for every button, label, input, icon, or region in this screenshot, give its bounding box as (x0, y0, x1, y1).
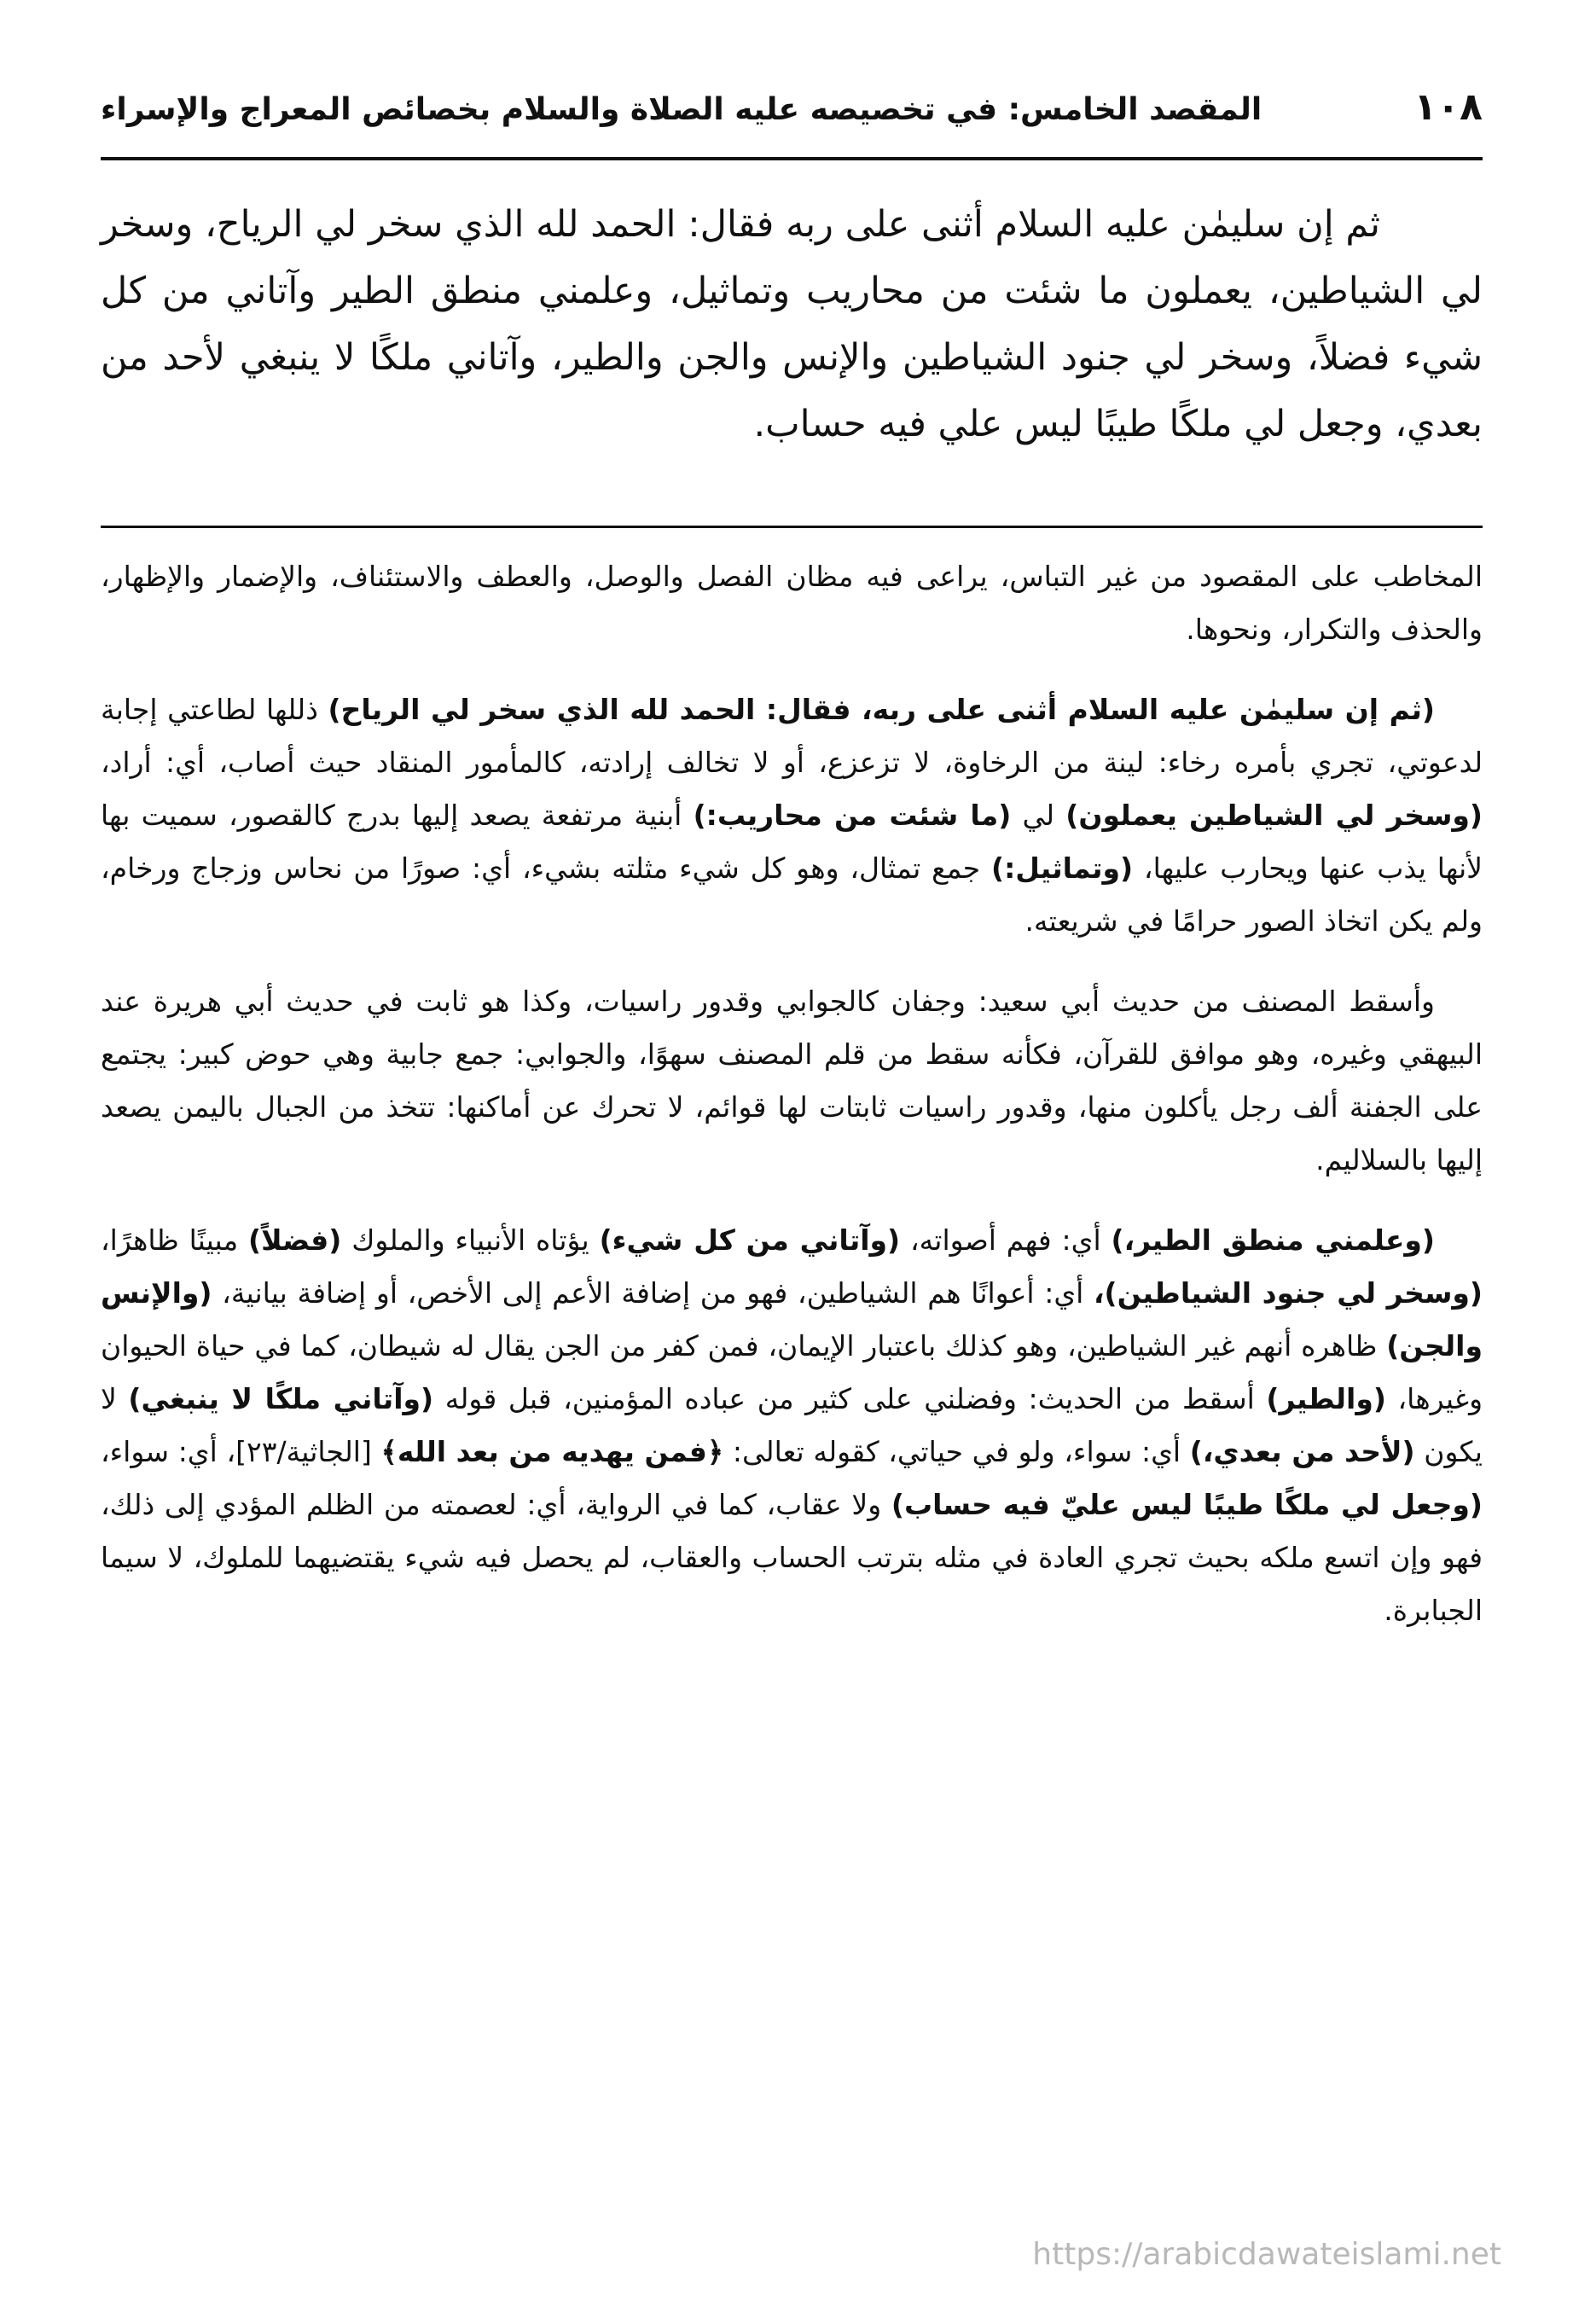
commentary-paragraph-2 (101, 683, 1483, 948)
explanation-text: أي: فهم أصواته، (900, 1223, 1112, 1257)
quoted-text: (فضلاً) (248, 1223, 342, 1257)
quoted-text: (ما شئت من محاريب:) (693, 799, 1012, 832)
explanation-text: مبينًا ظاهرًا، (101, 1223, 249, 1257)
watermark-url: https://arabicdawateislami.net (1032, 2237, 1501, 2272)
quoted-text: (ثم إن سليمٰن عليه السلام أثنى على ربه، فقال: الحمد لله الذي سخر لي الرياح) (328, 693, 1436, 726)
commentary (101, 550, 1483, 1637)
page-header (101, 85, 1483, 160)
explanation-text: ظاهره أنهم غير الشياطين، وهو كذلك باعتبار الإيمان، فمن كفر من الجن يقال له شيطان، كما في حياة الحيوان وغيرها، (101, 1329, 1483, 1415)
explanation-text: جمع تمثال، وهو كل شيء مثلته بشيء، أي: صورًا من نحاس وزجاج ورخام، ولم يكن اتخاذ الصور حرامًا في شريعته. (101, 851, 1483, 938)
quoted-text: (وسخر لي الشياطين يعملون) (1065, 799, 1483, 832)
quran-quote: ﴿فمن يهديه من بعد الله﴾ (380, 1435, 724, 1468)
quoted-text: (وعلمني منطق الطير،) (1111, 1223, 1436, 1257)
quoted-text: (لأحد من بعدي،) (1189, 1435, 1415, 1468)
quoted-text: (وجعل لي ملكًا طيبًا ليس عليّ فيه حساب) (891, 1488, 1483, 1521)
footnote-divider (101, 526, 1483, 528)
quoted-text: (والطير) (1266, 1382, 1386, 1415)
explanation-text: ولا عقاب، كما في الرواية، أي: لعصمته من الظلم المؤدي إلى ذلك، فهو وإن اتسع ملكه بحيث تجري العادة في مثله بترتب الحساب والعقاب، لم يحصل فيه شيء يقتضيهما للملوك، لا سيما الجبابرة. (101, 1488, 1483, 1627)
commentary-paragraph-3: وأسقط المصنف من حديث أبي سعيد: وجفان كالجوابي وقدور راسيات، وكذا هو ثابت في حديث أبي هريرة عند البيهقي وغيره، وهو موافق للقرآن، فكأنه سقط من قلم المصنف سهوًا، والجوابي: جمع جابية وهي حوض كبير: يجتمع على الجفنة ألف رجل يأكلون منها، وقدور راسيات ثابتات لها قوائم، لا تحرك عن أماكنها: تتخذ من الجبال باليمن يصعد إليها بالسلاليم. (101, 985, 1483, 1177)
explanation-text: ذللها لطاعتي إجابة لدعوتي، تجري بأمره رخاء: لينة من الرخاوة، لا تزعزع، أو لا تخالف إرادته، كالمأمور المنقاد حيث أصاب، أي: أراد، (101, 693, 1483, 779)
book-page (101, 85, 1483, 1665)
page-number: ١٠٨ (1413, 85, 1483, 129)
running-title: المقصد الخامس: في تخصيصه عليه الصلاة والسلام بخصائص المعراج والإسراء (101, 92, 1262, 127)
explanation-text: أسقط من الحديث: وفضلني على كثير من عباده المؤمنين، قبل قوله (433, 1382, 1267, 1415)
explanation-text: لي (1011, 799, 1066, 832)
explanation-text: أبنية مرتفعة يصعد إليها بدرج كالقصور، سميت بها لأنها يذب عنها ويحارب عليها، (101, 799, 1483, 885)
explanation-text: يؤتاه الأنبياء والملوك (341, 1223, 600, 1257)
quoted-text: (وآتاني من كل شيء) (599, 1223, 901, 1257)
commentary-paragraph-1: المخاطب على المقصود من غير التباس، يراعى فيه مظان الفصل والوصل، والعطف والاستئناف، والإضمار والإظهار، والحذف والتكرار، ونحوها. (101, 560, 1483, 646)
commentary-paragraph-4 (101, 1214, 1483, 1637)
explanation-text: [الجاثية/٢٣]، أي: سواء، (101, 1435, 381, 1468)
explanation-text: أي: أعوانًا هم الشياطين، فهو من إضافة الأعم إلى الأخص، أو إضافة بيانية، (212, 1276, 1094, 1310)
explanation-text: أي: سواء، ولو في حياتي، كقوله تعالى: (723, 1435, 1190, 1468)
main-text (101, 191, 1483, 457)
quoted-text: (وآتاني ملكًا لا ينبغي) (128, 1382, 434, 1415)
quoted-text: (وسخر لي جنود الشياطين)، (1094, 1276, 1483, 1310)
quoted-text: (والإنس والجن) (101, 1276, 1483, 1362)
main-paragraph: ثم إن سليمٰن عليه السلام أثنى على ربه فقال: الحمد لله الذي سخر لي الرياح، وسخر لي الشياطين، يعملون ما شئت من محاريب وتماثيل، وعلمني منطق الطير وآتاني من كل شيء فضلاً، وسخر لي جنود الشياطين والإنس والجن والطير، وآتاني ملكًا لا ينبغي لأحد من بعدي، وجعل لي ملكًا طيبًا ليس علي فيه حساب. (101, 203, 1483, 445)
explanation-text: لا يكون (101, 1382, 1483, 1468)
quoted-text: (وتماثيل:) (990, 851, 1134, 885)
